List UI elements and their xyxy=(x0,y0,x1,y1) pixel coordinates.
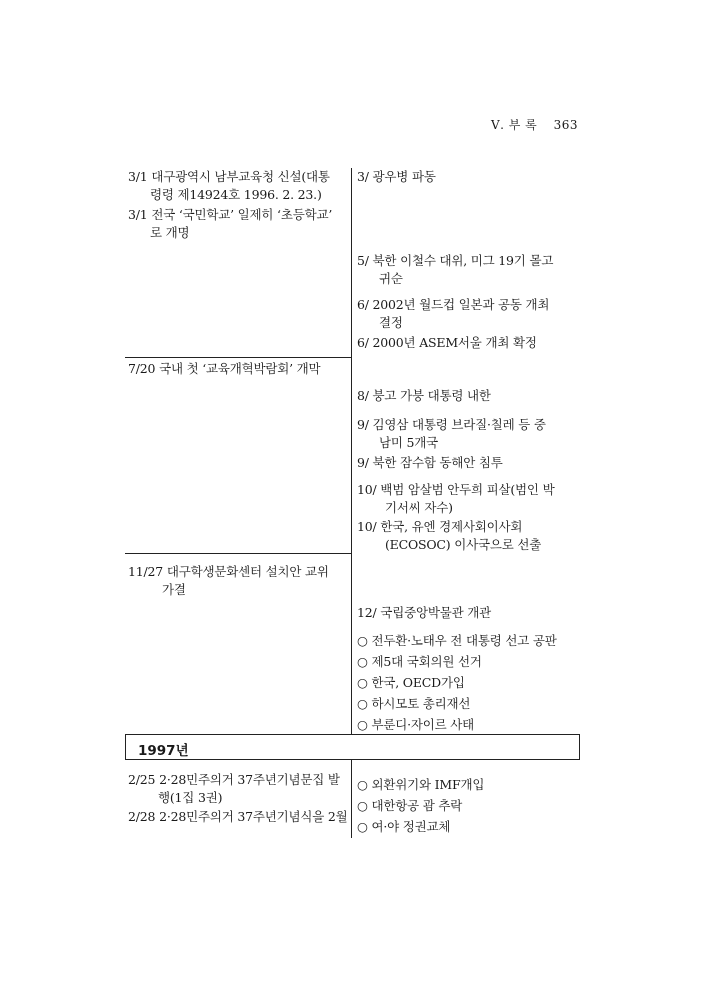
left-entry: 7/20 국내 첫 ‘교육개혁박람회’ 개막 xyxy=(128,361,321,376)
right-entry: ○ 외환위기와 IMF개입 xyxy=(357,777,485,792)
right-entry: ○ 대한항공 괌 추락 xyxy=(357,798,463,813)
row-rule xyxy=(125,553,351,554)
right-entry: 8/ 붕고 가붕 대통령 내한 xyxy=(357,388,491,403)
column-divider-bottom xyxy=(351,760,352,838)
right-entry: 6/ 2000년 ASEM서울 개최 확정 xyxy=(357,335,537,350)
left-entry: 3/1 대구광역시 남부교육청 신설(대통 령령 제14924호 1996. 2. 23.) xyxy=(128,169,330,202)
row-rule xyxy=(125,357,351,358)
left-entry: 2/25 2·28민주의거 37주년기념문집 발 행(1집 3권) xyxy=(128,772,340,805)
right-entry: 10/ 백범 암살범 안두희 피살(범인 박 기서씨 자수) xyxy=(357,482,555,515)
page-header xyxy=(491,116,578,133)
right-entry: ○ 여·야 정권교체 xyxy=(357,819,451,834)
section-title: Ⅴ. 부 록 xyxy=(490,118,538,132)
column-divider-top xyxy=(351,168,352,734)
left-entry: 2/28 2·28민주의거 37주년기념식을 2월 xyxy=(128,809,348,824)
right-entry: ○ 한국, OECD가입 xyxy=(357,675,465,690)
year-banner xyxy=(125,734,580,760)
page-number: 363 xyxy=(553,118,578,132)
year-label: 1997년 xyxy=(138,743,189,759)
right-entry: ○ 하시모토 총리재선 xyxy=(357,696,471,711)
right-entry: ○ 부룬디·자이르 사태 xyxy=(357,717,475,732)
right-entry: ○ 제5대 국회의원 선거 xyxy=(357,654,482,669)
left-entry: 3/1 전국 ‘국민학교’ 일제히 ‘초등학교’ 로 개명 xyxy=(128,207,333,240)
right-entry: 5/ 북한 이철수 대위, 미그 19기 몰고 귀순 xyxy=(357,253,554,286)
right-entry: 6/ 2002년 월드컵 일본과 공동 개최 결정 xyxy=(357,297,550,330)
right-entry: 9/ 김영삼 대통령 브라질·칠레 등 중 남미 5개국 xyxy=(357,417,546,450)
right-entry: 9/ 북한 잠수함 동해안 침투 xyxy=(357,455,503,470)
left-entry: 11/27 대구학생문화센터 설치안 교위 가결 xyxy=(128,564,329,597)
right-entry: 3/ 광우병 파동 xyxy=(357,169,436,184)
right-entry: ○ 전두환·노태우 전 대통령 선고 공판 xyxy=(357,633,557,648)
right-entry: 12/ 국립중앙박물관 개관 xyxy=(357,605,491,620)
right-entry: 10/ 한국, 유엔 경제사회이사회 (ECOSOC) 이사국으로 선출 xyxy=(357,519,542,552)
